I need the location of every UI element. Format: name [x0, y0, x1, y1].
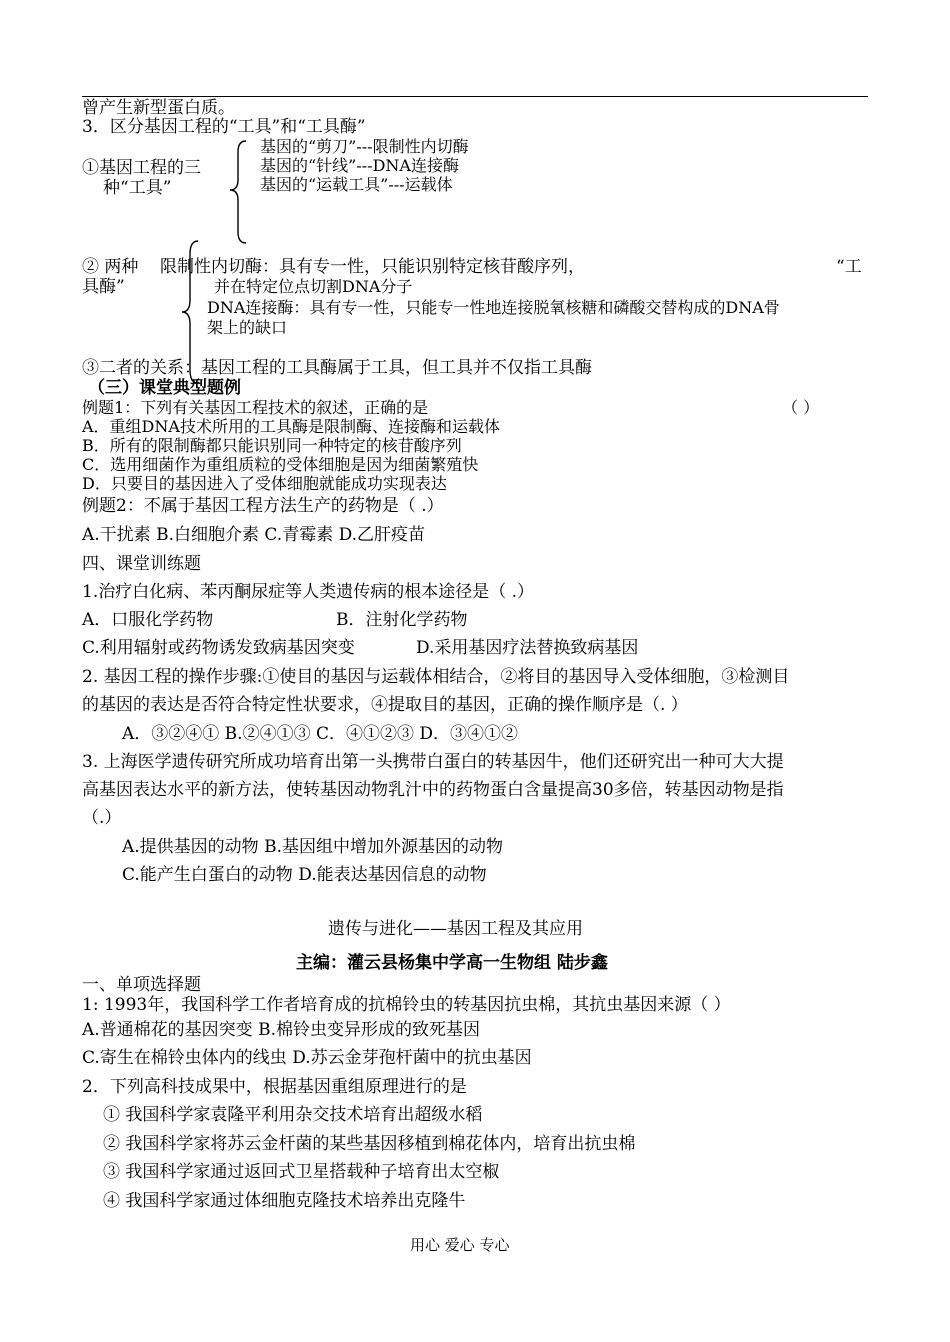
- second-section-heading: 一、单项选择题: [82, 975, 201, 995]
- ligase-line1: DNA连接酶：具有专一性，只能专一性地连接脱氧核糖和磷酸交替构成的DNA骨: [207, 298, 780, 317]
- practice-heading: 四、课堂训练题: [82, 554, 201, 574]
- example1-option-c: C．选用细菌作为重组质粒的受体细胞是因为细菌繁殖快: [82, 455, 479, 474]
- practice-q1-option-b: B．注射化学药物: [336, 610, 468, 630]
- practice-q1-option-d: D.采用基因疗法替换致病基因: [416, 638, 639, 658]
- enzyme-label-part1: ② 两种: [82, 257, 139, 277]
- example1-answer-paren: （ ）: [782, 398, 820, 417]
- restriction-enzyme-line1: 限制性内切酶：具有专一性，只能识别特定核苷酸序列，: [160, 257, 585, 277]
- page-footer: 用心 爱心 专心: [410, 1236, 510, 1254]
- example1-option-b: B．所有的限制酶都只能识别同一种特定的核苷酸序列: [82, 436, 462, 455]
- enzyme-label-part3: 具酶”: [82, 277, 125, 297]
- header-rule: [82, 96, 868, 97]
- example2-stem: 例题2：不属于基因工程方法生产的药物是（ .）: [82, 496, 444, 516]
- practice-q3-options-ab: A.提供基因的动物 B.基因组中增加外源基因的动物: [122, 837, 503, 857]
- second-q2-item-1: ① 我国科学家袁隆平利用杂交技术培育出超级水稻: [103, 1105, 483, 1125]
- practice-q1-option-c: C.利用辐射或药物诱发致病基因突变: [82, 638, 355, 658]
- second-q2-item-3: ③ 我国科学家通过返回式卫星搭载种子培育出太空椒: [103, 1162, 500, 1182]
- section-3-heading: 3．区分基因工程的“工具”和“工具酶”: [82, 117, 366, 137]
- practice-q2-line1: 2. 基因工程的操作步骤:①使目的基因与运载体相结合，②将目的基因导入受体细胞，③检测目: [82, 667, 790, 687]
- practice-q3-line3: （.）: [82, 808, 122, 828]
- practice-q3-line2: 高基因表达水平的新方法，使转基因动物乳汁中的药物蛋白含量提高30多倍，转基因动物是指: [82, 780, 784, 800]
- second-q1-options-cd: C.寄生在棉铃虫体内的线虫 D.苏云金芽孢杆菌中的抗虫基因: [82, 1048, 532, 1068]
- tools-label-line1: ①基因工程的三: [82, 158, 201, 178]
- practice-q2-line2: 的基因的表达是否符合特定性状要求，④提取目的基因，正确的操作顺序是（. ）: [82, 695, 688, 715]
- second-q2-stem: 2．下列高科技成果中，根据基因重组原理进行的是: [82, 1077, 467, 1097]
- practice-q3-options-cd: C.能产生白蛋白的动物 D.能表达基因信息的动物: [122, 865, 487, 885]
- tool-scissors: 基因的“剪刀”---限制性内切酶: [260, 137, 469, 156]
- ligase-line2: 架上的缺口: [207, 318, 288, 337]
- second-q2-item-4: ④ 我国科学家通过体细胞克隆技术培养出克隆牛: [103, 1191, 466, 1211]
- examples-heading: （三）课堂典型题例: [88, 378, 241, 398]
- enzyme-label-part2: “工: [836, 257, 862, 277]
- tools-label-line2: 种“工具”: [103, 178, 172, 198]
- second-q1-options-ab: A.普通棉花的基因突变 B.棉铃虫变异形成的致死基因: [82, 1020, 480, 1040]
- second-title: 遗传与进化——基因工程及其应用: [328, 919, 583, 939]
- practice-q3-line1: 3. 上海医学遗传研究所成功培育出第一头携带白蛋白的转基因牛，他们还研究出一种可大大提: [82, 752, 784, 772]
- tools-brace-icon: [228, 140, 250, 244]
- tool-needle-thread: 基因的“针线”---DNA连接酶: [260, 156, 459, 175]
- example1-option-d: D．只要目的基因进入了受体细胞就能成功实现表达: [82, 474, 447, 493]
- tool-vector: 基因的“运载工具”---运载体: [260, 175, 453, 194]
- practice-q2-options: A．③②④① B.②④①③ C．④①②③ D．③④①②: [122, 724, 519, 744]
- example1-option-a: A．重组DNA技术所用的工具酶是限制酶、连接酶和运载体: [82, 417, 500, 436]
- second-q1-stem: 1: 1993年，我国科学工作者培育成的抗棉铃虫的转基因抗虫棉，其抗虫基因来源（ ）: [82, 995, 731, 1015]
- restriction-enzyme-line2: 并在特定位点切割DNA分子: [214, 277, 413, 296]
- second-editor: 主编：灌云县杨集中学高一生物组 陆步鑫: [296, 953, 608, 973]
- continuation-line: 曾产生新型蛋白质。: [82, 98, 235, 118]
- practice-q1-stem: 1.治疗白化病、苯丙酮尿症等人类遗传病的根本途径是（ .）: [82, 582, 535, 602]
- relation-line: ③二者的关系：基因工程的工具酶属于工具，但工具并不仅指工具酶: [82, 358, 592, 378]
- example1-stem: 例题1：下列有关基因工程技术的叙述，正确的是: [82, 398, 429, 417]
- practice-q1-option-a: A．口服化学药物: [82, 610, 214, 630]
- example2-options: A.干扰素 B.白细胞介素 C.青霉素 D.乙肝疫苗: [82, 525, 426, 545]
- second-q2-item-2: ② 我国科学家将苏云金杆菌的某些基因移植到棉花体内，培育出抗虫棉: [103, 1134, 636, 1154]
